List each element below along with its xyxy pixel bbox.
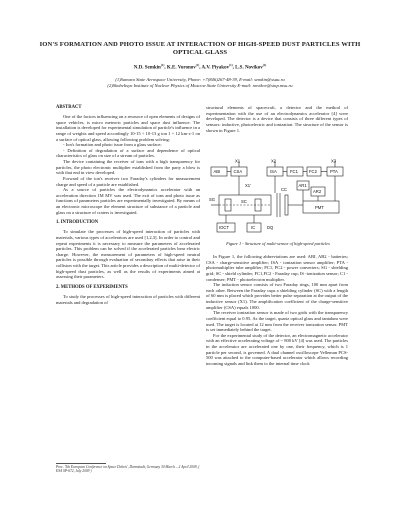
label-sg: SG (209, 197, 216, 202)
label-csa: CSA (233, 169, 243, 174)
right-column-body (206, 254, 348, 367)
paper-title: ION'S FORMATION AND PHOTO ISSUE AT INTERACTION OF HIGH-SPEED DUST PARTICLES WITH OPTICAL GLASS (39, 41, 361, 56)
right-column-top (206, 105, 348, 133)
section-2-text: To study the processes of high-speed interaction of particles with different materials and degradation of (56, 293, 200, 305)
section-2-heading: 2. METHODS OF EXPERIMENTS (56, 284, 128, 290)
abstract-para-5: Forward of the ion's receiver two Faraday's cylinders for measurement charge and speed of a particle are established. (56, 175, 200, 187)
label-isa: ISA (270, 169, 277, 174)
label-abi: ABI (213, 169, 221, 174)
multi-sensor-diagram (207, 157, 349, 243)
footnote: Proc. '5th European Conference on Space Debris', Darmstadt, Germany 30 March – 2 April 2009, ( ESA SP-672, July 2009 ) (56, 465, 200, 474)
left-column (56, 105, 200, 305)
right-para-4: For the experimental study of the detector, an electromagnetic accelerator with an effective accelerating voltage of ~ 800 kV [4] was used. The particles in the accelerator are accelerated one by one, their frequency, which is 1 particle per second, is governed. A dual channel oscilloscope Velleman PCS-500 was attached to the computer-based accelerator which allows recording incoming signals and link them to the internal time clock (206, 332, 348, 366)
abstract-para-4: The device containing the receiver of ions with a high transparency for particles, the photo electronic multiplier established from the party a blow is with that end in view developed. (56, 159, 200, 176)
abstract-heading: ABSTRACT (56, 105, 82, 110)
section-1-heading: 1. INTRODUCTION (56, 220, 99, 226)
abstract-para-2: - Ion's formation and photo issue from a glass surface; (63, 142, 162, 148)
right-para-3: The receiver ionization sensor is made of two grids with the transparency coefficient equal to 0.95. As the target, quartz optical glass and tantalum were used. The target is located at 12 mm from the receiver ionization sensor. PMT is set immediately behind the target. (206, 310, 348, 333)
figure-caption: Figure 1 - Structure of multi-sensor of high-speed particles (226, 241, 330, 246)
label-fc2: FC2 (309, 169, 317, 174)
label-x2: X2 (271, 158, 277, 164)
label-ar1: AR1 (298, 183, 307, 188)
affiliations (50, 77, 350, 88)
right-para-1: In Figure 1, the following abbreviations are used: ABI, AB2 - batteries; CSA - charge-sensitive amplifier; ISA - ionization sensor amplifier; PTA - photomultiplier tube amplifier; PC1, PC2 - power converters; SG - shielding grid; SC - shield cylinder; FC1,FC2 - Faraday cup; IS -ionization sensor; C1 - condenser; PMT - photoelectron multiplier. (206, 254, 348, 282)
label-pta: PTA (330, 169, 338, 174)
affiliation-1: (1)Samara State Aerospace University, Phone: +7(846)267-48-39, E-mail: semkin@ssau.ru (115, 77, 285, 82)
label-dq: DQ (267, 225, 274, 230)
abstract-para-6: As a source of particles the electrodynamics accelerator with an acceleration direction 1M MV was used. The exit of ions and photo issue as functions of parameters particles are experimentally investigated. By means of an electronic microscope the element structure of substance of a particle and glass on a structure of craters is investigated. (56, 187, 200, 215)
right-para-2: The induction sensor consists of two Faraday rings, 100 mm apart from each other. Between the Faraday cups a shielding cylinder (SC) with a length of 60 mm is placed which provides better pulse separation at the output of the inductive sensor (X1). The amplification coefficient of the charge-sensitive amplifier (CSA) equals 1000. (206, 282, 348, 310)
abstract-para-1: One of the factors influencing on a resource of open elements of designs of space vehicles, is micro meteoric particles and space dust influence. The installation is developed for experimental simulation of particle's influence in a range of weights and speed accordingly 10-15 ÷ 10-13 g ton 1 ÷ 12 km·s-1 on a surface of optical glass, allowing following problem solving: (56, 114, 201, 142)
label-sc: SC (241, 199, 247, 204)
label-pmt: PMT (315, 205, 324, 210)
label-x1-prime: X1' (245, 183, 251, 188)
label-x1: X1 (235, 158, 241, 164)
section-1-text: To simulate the processes of high-speed interaction of particles with materials, various types of accelerators are used [1,2,3]. In order to control and repeat experiments it is necessary to measure the parameters of accelerated particles. This problem can be solved if the accelerated particles bear electric charge. However, the measurement of parameters of high-speed neutral particles is possible through evaluation of secondary effects that arise in their collision with the target. This article provides a description of multi-detector of high-speed dust particles, as well as the results of experiments aimed at assessing their parameters. (56, 229, 200, 280)
label-cc: CC (281, 187, 288, 192)
footnote-rule (56, 463, 106, 464)
label-x3: X3 (331, 158, 337, 164)
label-fc1: FC1 (290, 169, 298, 174)
label-ar2: AR2 (313, 189, 322, 194)
author-list: N.D. Semkin$^{(1)}$, K.E. Voronov$^{(1)}$, A.V. Piyakov$^{(1)}$, L.S. Novikov$^{(2)}$ (133, 63, 267, 71)
affiliation-2: (2)Skobeltsyn Institute of Nuclear Physics of Moscow State University E-mail: novikov@sinp.msu.ru (107, 82, 293, 88)
label-ioct: IOCT (219, 225, 230, 230)
target-plate (285, 195, 288, 215)
label-ic: IC (251, 225, 256, 230)
right-top-text: structural elements of spacecraft, a detector and the method of experimentation with the use of an electrodynamics accelerator [4] were developed. The detector is a device that consists of three different types of sensors: inductive, photoelectric and ionization. The structure of the sensor is shown in Figure 1. (206, 105, 348, 133)
abstract-para-3: - Definition of degradation of a surface and dependence of optical characteristics of glass on size of a stream of particles. (56, 147, 200, 159)
